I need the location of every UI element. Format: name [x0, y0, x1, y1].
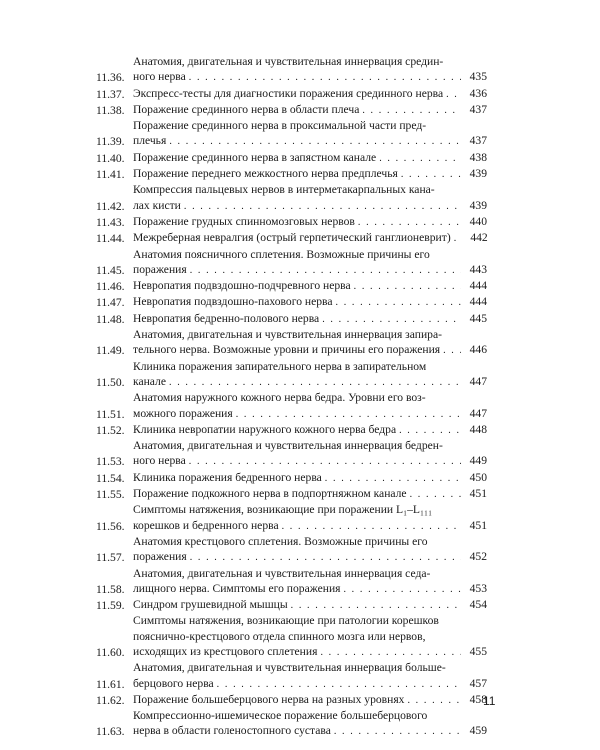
toc-entry-page: 451	[469, 487, 487, 501]
toc-entry-title-line: тельного нерва. Возможные уровни и причины его поражения	[133, 343, 441, 357]
toc-entry	[96, 422, 487, 438]
toc-entry	[96, 327, 487, 359]
toc-entry-number: 11.46.	[96, 280, 125, 294]
dot-leader	[217, 677, 461, 692]
toc-entry-title-line: Анатомия крестцового сплетения. Возможные причины его	[133, 534, 428, 548]
toc-entry-number: 11.53.	[96, 455, 125, 469]
toc-entry-page: 437	[469, 134, 487, 148]
toc-entry-number: 11.50.	[96, 375, 125, 389]
toc-entry-title-line: Клиника поражения бедренного нерва	[133, 470, 322, 484]
dot-leader	[190, 550, 461, 565]
toc-entry-number: 11.51.	[96, 407, 125, 421]
dot-leader	[189, 70, 461, 85]
toc-entry-page: 458	[469, 692, 487, 706]
toc-entry-number: 11.48.	[96, 312, 125, 326]
dot-leader	[343, 582, 461, 597]
toc-entry-title-line: ного нерва	[133, 454, 186, 468]
dot-leader	[236, 407, 461, 422]
toc-entry-title-line: Экспресс-тесты для диагностики поражения срединного нерва	[133, 86, 444, 100]
toc-entry	[96, 486, 487, 502]
dot-leader	[169, 134, 461, 149]
dot-leader	[291, 598, 461, 613]
toc-entry-page: 459	[469, 724, 487, 738]
toc-entry	[96, 359, 487, 391]
toc-entry-title-line: пояснично-крестцового отдела спинного мозга или нервов,	[133, 629, 426, 643]
toc-entry-title-line: Невропатия подвздошно-пахового нерва	[133, 295, 333, 309]
toc-entry-page: 439	[469, 198, 487, 212]
toc-entry-page: 447	[469, 406, 487, 420]
toc-entry-number: 11.36.	[96, 71, 125, 85]
toc-entry-number: 11.59.	[96, 599, 125, 613]
toc-entry-title-line: Компрессионно-ишемическое поражение большеберцового	[133, 709, 428, 723]
dot-leader	[322, 312, 461, 327]
toc-entry-title-line: Анатомия поясничного сплетения. Возможные причины его	[133, 247, 430, 261]
dot-leader	[399, 423, 461, 438]
toc-entry-number: 11.61.	[96, 677, 125, 691]
toc-entry-title-line: поражения	[133, 262, 187, 276]
toc-entry-page: 454	[469, 598, 487, 612]
toc-entry-title-line: Анатомия, двигательная и чувствительная иннервация седа-	[133, 566, 431, 580]
toc-entry	[96, 102, 487, 118]
toc-entry	[96, 278, 487, 294]
toc-entry-title-line: поражения	[133, 550, 187, 564]
toc-entry-page: 444	[469, 295, 487, 309]
toc-entry-title-line: Поражение грудных спинномозговых нервов	[133, 214, 355, 228]
toc-entry	[96, 230, 487, 246]
toc-entry-title-line: Межреберная невралгия (острый герпетический ганглионеврит)	[133, 231, 451, 245]
toc-entry-number: 11.54.	[96, 471, 125, 485]
toc-entry-number: 11.45.	[96, 263, 125, 277]
dot-leader	[336, 295, 461, 310]
toc-entry-title-line: Анатомия, двигательная и чувствительная иннервация бедрен-	[133, 439, 443, 453]
toc-entry-title-line: Поражение срединного нерва в проксимальной части пред-	[133, 119, 427, 133]
toc-entry-title-line: Синдром грушевидной мышцы	[133, 598, 288, 612]
toc-entry-title-line: Поражение переднего межкостного нерва предплечья	[133, 167, 398, 181]
toc-entry	[96, 118, 487, 150]
toc-entry-page: 445	[469, 311, 487, 325]
toc-entry-title-line: Клиника поражения запирательного нерва в запирательном	[133, 359, 427, 373]
toc-entry-title-line: Симптомы натяжения, возникающие при патологии корешков	[133, 614, 439, 628]
toc-entry-page: 455	[469, 644, 487, 658]
toc-entry-number: 11.47.	[96, 296, 125, 310]
toc-entry-number: 11.38.	[96, 103, 125, 117]
toc-entry-number: 11.55.	[96, 488, 125, 502]
toc-entry	[96, 660, 487, 692]
dot-leader	[443, 343, 461, 358]
toc-entry-page: 442	[470, 231, 488, 245]
toc-entry-title-line: Поражение срединного нерва в области плеча	[133, 102, 360, 116]
toc-entry-number: 11.63.	[96, 725, 125, 739]
dot-leader	[407, 693, 461, 708]
dot-leader	[189, 454, 461, 469]
toc-entry-title-line: Невропатия подвздошно-подчревного нерва	[133, 279, 351, 293]
toc-entry-title-line: нерва в области голеностопного сустава	[133, 724, 331, 738]
toc-entry	[96, 311, 487, 327]
toc-entry-number: 11.39.	[96, 135, 125, 149]
toc-entry-page: 453	[469, 581, 487, 595]
toc-entry-page: 438	[469, 150, 487, 164]
toc-entry-number: 11.44.	[96, 232, 125, 246]
toc-entry-title-line: исходящих из крестцового сплетения	[133, 644, 318, 658]
toc-entry-title-line: Невропатия бедренно-полового нерва	[133, 311, 320, 325]
toc-entry-page: 448	[469, 422, 487, 436]
toc-entry-number: 11.40.	[96, 151, 125, 165]
toc-entry	[96, 182, 487, 214]
toc-entry	[96, 708, 487, 740]
dot-leader	[379, 151, 461, 166]
toc-entry-page: 443	[469, 262, 487, 276]
toc-entry-title-line: лищного нерва. Симптомы его поражения	[133, 581, 341, 595]
toc-entry-number: 11.60.	[96, 645, 125, 659]
toc-entry-number: 11.62.	[96, 693, 125, 707]
toc-entry	[96, 166, 487, 182]
toc-entry-number: 11.52.	[96, 423, 125, 437]
toc-entry-title-line: Анатомия, двигательная и чувствительная иннервация средин-	[133, 55, 444, 68]
toc-entry-title-line: Поражение большеберцового нерва на разных уровнях	[133, 692, 405, 706]
toc-entry-title-line: Анатомия, двигательная и чувствительная иннервация запира-	[133, 328, 442, 342]
toc-entry	[96, 214, 487, 230]
toc-entry-page: 449	[469, 454, 487, 468]
toc-entry	[96, 390, 487, 422]
toc-entry-title-line: берцового нерва	[133, 676, 214, 690]
toc-entry	[96, 597, 487, 613]
toc-entry	[96, 502, 487, 534]
toc-entry-title-line: Компрессия пальцевых нервов в интерметакарпальных кана-	[133, 183, 435, 197]
dot-leader	[358, 215, 461, 230]
toc-entry-number: 11.42.	[96, 199, 125, 213]
toc-entry	[96, 534, 487, 566]
dot-leader	[401, 167, 461, 182]
toc-entry-page: 452	[469, 550, 487, 564]
toc-entry	[96, 247, 487, 279]
dot-leader	[325, 471, 461, 486]
dot-leader	[362, 103, 461, 118]
toc-entry-title-line: плечья	[133, 134, 167, 148]
toc-entry	[96, 613, 487, 660]
dot-leader	[282, 519, 461, 534]
toc-entry-number: 11.58.	[96, 582, 125, 596]
toc-entry-title-line: Клиника невропатии наружного кожного нерва бедра	[133, 422, 397, 436]
toc-entry-title-line: Поражение срединного нерва в запястном канале	[133, 150, 377, 164]
toc-entry	[96, 86, 487, 102]
toc-entry-title-line: лах кисти	[133, 198, 181, 212]
toc-entry-page: 446	[469, 343, 487, 357]
dot-leader	[354, 279, 461, 294]
toc-entry-page: 451	[469, 518, 487, 532]
toc-entry-page: 447	[469, 374, 487, 388]
toc-entry-number: 11.41.	[96, 168, 125, 182]
toc-entry-page: 435	[469, 70, 487, 84]
toc-entry	[96, 54, 487, 86]
toc-entry	[96, 692, 487, 708]
dot-leader	[169, 375, 461, 390]
toc-entry-title-line: корешков и бедренного нерва	[133, 518, 279, 532]
toc-entry-page: 450	[469, 470, 487, 484]
toc-entry-title-line: можного поражения	[133, 406, 233, 420]
dot-leader	[320, 645, 461, 660]
toc-entry-title-line: Анатомия, двигательная и чувствительная иннервация больше-	[133, 661, 446, 675]
toc-entry-page: 436	[469, 86, 487, 100]
table-of-contents	[96, 54, 487, 740]
toc-entry-title-line: ного нерва	[133, 70, 186, 84]
toc-entry-page: 444	[469, 279, 487, 293]
dot-leader	[184, 199, 461, 214]
toc-entry	[96, 438, 487, 470]
dot-leader	[190, 263, 461, 278]
dot-leader	[334, 724, 461, 739]
toc-entry	[96, 294, 487, 310]
page-number: 11	[483, 694, 496, 708]
dot-leader	[446, 87, 461, 102]
toc-entry	[96, 470, 487, 486]
toc-entry	[96, 566, 487, 598]
toc-entry-number: 11.37.	[96, 87, 125, 101]
dot-leader	[454, 231, 462, 246]
toc-entry-title-line: канале	[133, 374, 166, 388]
toc-entry-page: 457	[469, 676, 487, 690]
toc-entry-title-line: Анатомия наружного кожного нерва бедра. Уровни его воз-	[133, 391, 426, 405]
toc-entry-number: 11.57.	[96, 551, 125, 565]
toc-entry-page: 437	[469, 102, 487, 116]
toc-entry	[96, 150, 487, 166]
toc-entry-number: 11.49.	[96, 344, 125, 358]
toc-entry-number: 11.56.	[96, 519, 125, 533]
toc-entry-page: 439	[469, 167, 487, 181]
toc-entry-page: 440	[469, 214, 487, 228]
toc-entry-number: 11.43.	[96, 215, 125, 229]
toc-entry-title-line: Симптомы натяжения, возникающие при поражении L₁–L₁₁₁	[133, 503, 433, 517]
dot-leader	[410, 487, 461, 502]
toc-entry-title-line: Поражение подкожного нерва в подпортняжном канале	[133, 487, 407, 501]
